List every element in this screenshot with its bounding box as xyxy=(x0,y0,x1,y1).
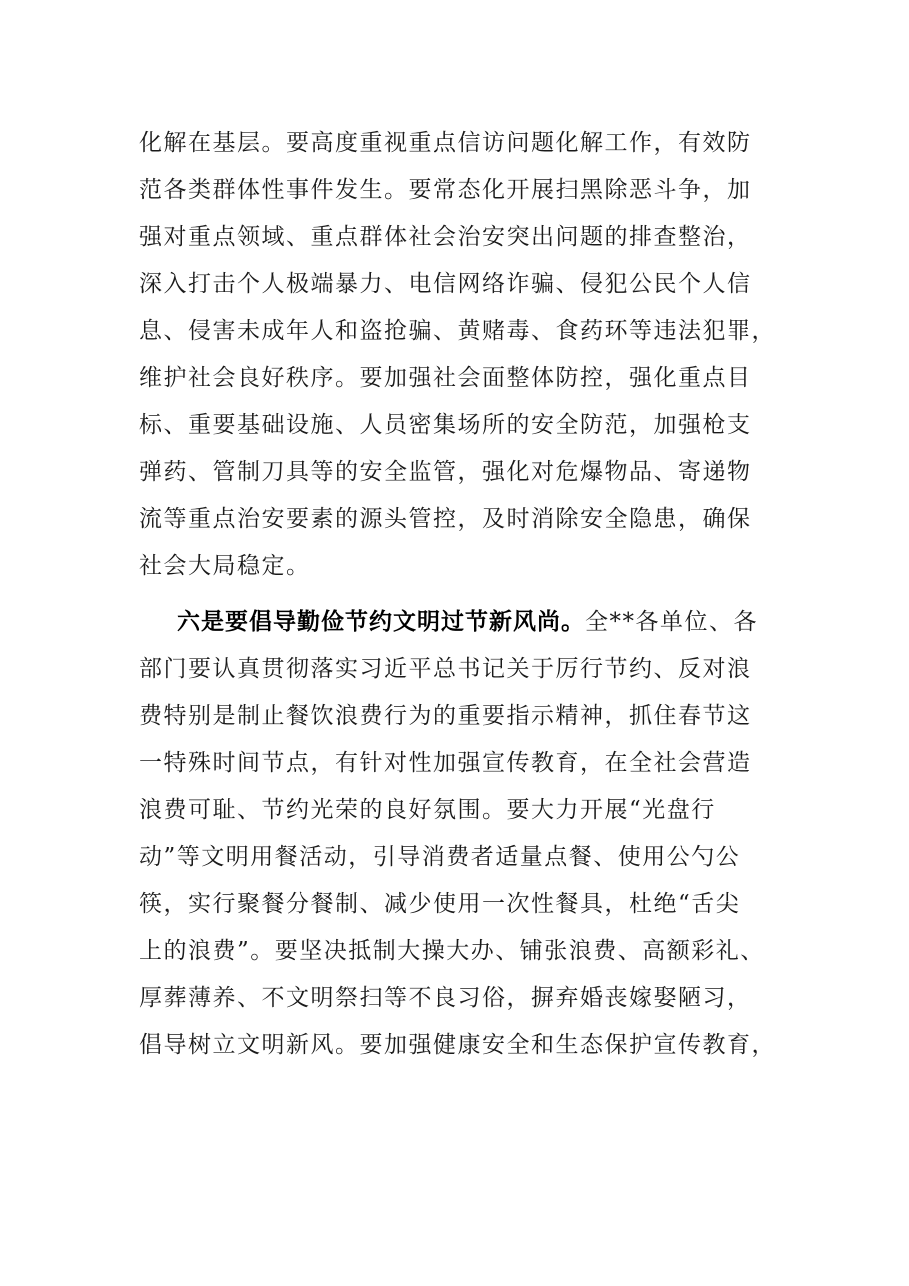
text-line: 浪费可耻、节约光荣的良好氛围。要大力开展“光盘行 xyxy=(139,797,716,823)
text-line: 动”等文明用餐活动，引导消费者适量点餐、使用公勺公 xyxy=(139,844,741,870)
paragraph-first-line xyxy=(139,599,769,646)
section-heading: 六是要倡导勤俭节约文明过节新风尚。 xyxy=(177,609,585,635)
text-line: 一特殊时间节点，有针对性加强宣传教育，在全社会营造 xyxy=(139,750,752,776)
text-line: 维护社会良好秩序。要加强社会面整体防控，强化重点目 xyxy=(139,365,752,391)
text-line: 标、重要基础设施、人员密集场所的安全防范，加强枪支 xyxy=(139,412,752,438)
heading-continuation: 全**各单位、各 xyxy=(585,609,758,635)
text-line: 范各类群体性事件发生。要常态化开展扫黑除恶斗争，加 xyxy=(139,177,752,203)
text-line: 筷，实行聚餐分餐制、减少使用一次性餐具，杜绝“舌尖 xyxy=(139,891,741,917)
text-line: 流等重点治安要素的源头管控，及时消除安全隐患，确保 xyxy=(139,506,752,532)
paragraph-frugality xyxy=(139,599,776,1069)
text-line: 强对重点领域、重点群体社会治安突出问题的排查整治， xyxy=(139,224,752,250)
text-line: 上的浪费”。要坚决抵制大操大办、铺张浪费、高额彩礼、 xyxy=(139,938,765,964)
text-line: 息、侵害未成年人和盗抢骗、黄赌毒、食药环等违法犯罪， xyxy=(139,318,776,344)
text-line: 倡导树立文明新风。要加强健康安全和生态保护宣传教育， xyxy=(139,1032,776,1058)
text-line: 厚葬薄养、不文明祭扫等不良习俗，摒弃婚丧嫁娶陋习， xyxy=(139,985,752,1011)
text-line: 社会大局稳定。 xyxy=(139,553,311,579)
paragraph-public-security xyxy=(139,120,776,590)
text-line: 弹药、管制刀具等的安全监管，强化对危爆物品、寄递物 xyxy=(139,459,752,485)
text-line: 深入打击个人极端暴力、电信网络诈骗、侵犯公民个人信 xyxy=(139,271,752,297)
text-line: 部门要认真贯彻落实习近平总书记关于厉行节约、反对浪 xyxy=(139,656,752,682)
text-line: 化解在基层。要高度重视重点信访问题化解工作，有效防 xyxy=(139,130,752,156)
text-line: 费特别是制止餐饮浪费行为的重要指示精神，抓住春节这 xyxy=(139,703,752,729)
